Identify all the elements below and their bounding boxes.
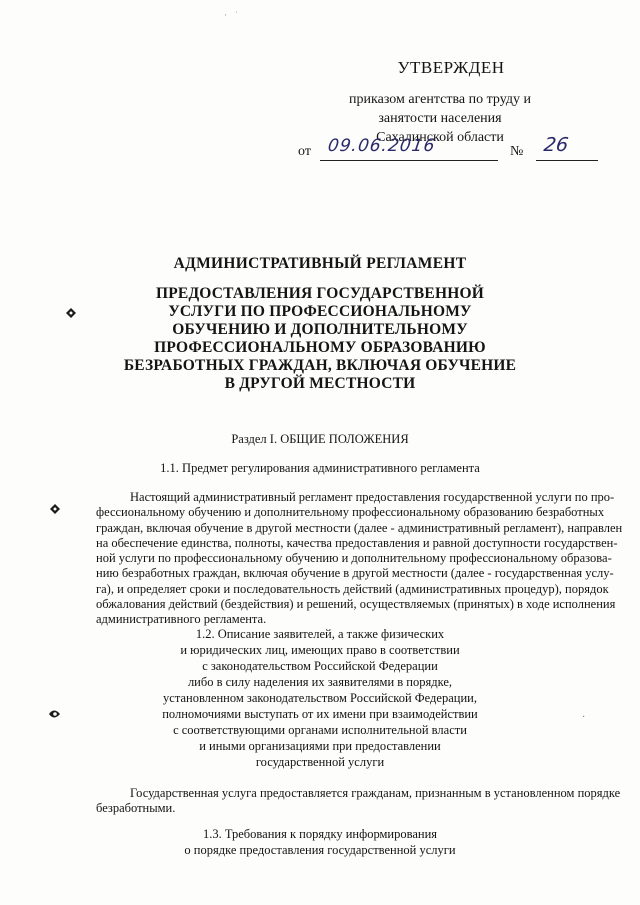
document-title-line: БЕЗРАБОТНЫХ ГРАЖДАН, ВКЛЮЧАЯ ОБУЧЕНИЕ (123, 357, 517, 374)
paragraph-line: граждан, включая обучение в другой местности (далее - административный регламент), направлен (96, 520, 623, 535)
subsection-heading-1-2-line: с законодательством Российской Федерации (202, 659, 438, 673)
scan-speck: · (582, 712, 586, 723)
document-type: АДМИНИСТРАТИВНЫЙ РЕГЛАМЕНТ (173, 255, 467, 272)
subsection-heading-1-2-line: государственной услуги (255, 755, 385, 769)
subsection-heading-1-1: 1.1. Предмет регулирования административного регламента (160, 461, 480, 475)
document-title-line: ПРЕДОСТАВЛЕНИЯ ГОСУДАРСТВЕННОЙ (155, 285, 484, 302)
order-from-label: от (298, 144, 311, 159)
approved-line: занятости населения (378, 111, 502, 126)
scan-specks: · ˈ (224, 10, 242, 20)
document-title-line: В ДРУГОЙ МЕСТНОСТИ (224, 375, 416, 392)
approved-line: приказом агентства по труду и (349, 92, 531, 107)
subsection-heading-1-2-line: полномочиями выступать от их имени при взаимодействии (162, 707, 478, 721)
paragraph-line: обжалования действий (бездействия) и решений, осуществляемых (принятых) в ходе исполнения (96, 597, 616, 612)
subsection-heading-1-2-line: 1.2. Описание заявителей, а также физических (195, 627, 445, 641)
subsection-heading-1-3-line: 1.3. Требования к порядку информирования (202, 827, 438, 841)
subsection-heading-1-2-line: с соответствующими органами исполнительной власти (173, 723, 467, 737)
binder-mark-icon (48, 502, 62, 516)
approved-line: Сахалинской области (376, 130, 504, 145)
paragraph-1-2 (96, 786, 621, 817)
subsection-heading-1-3-line: о порядке предоставления государственной услуги (184, 843, 456, 857)
order-date: 09.06.2016 (326, 136, 437, 156)
paragraph-1-1 (96, 490, 623, 628)
order-date-underline (320, 160, 498, 161)
subsection-heading-1-2-line: и юридических лиц, имеющих право в соответствии (180, 643, 460, 657)
paragraph-line: Настоящий административный регламент предоставления государственной услуги по про- (130, 490, 615, 504)
subsection-heading-1-2-line: либо в силу наделения их заявителями в порядке, (187, 675, 453, 689)
order-number-underline (536, 160, 598, 161)
paragraph-line: административного регламента. (96, 612, 267, 627)
paragraph-line: на обеспечение единства, полноты, качества предоставления и равной доступности государствен- (96, 535, 618, 550)
order-number: 26 (542, 134, 570, 156)
paragraph-line: фессиональному обучению и дополнительному профессиональному образованию безработных (96, 505, 605, 520)
paragraph-line: Государственная услуга предоставляется гражданам, признанным в установленном порядке (130, 786, 621, 800)
binder-mark-icon (64, 306, 78, 320)
paragraph-line: нию безработных граждан, включая обучение в другой местности (далее - государственная услу- (96, 566, 614, 581)
subsection-heading-1-2-line: и иными организациями при предоставлении (199, 739, 441, 753)
paragraph-line: га), и определяет сроки и последовательность действий (административных процедур), порядок (96, 581, 609, 596)
document-title-line: ПРОФЕССИОНАЛЬНОМУ ОБРАЗОВАНИЮ (154, 339, 486, 356)
document-title-line: ОБУЧЕНИЮ И ДОПОЛНИТЕЛЬНОМУ (172, 321, 468, 338)
paragraph-line: ной услуги по профессиональному обучению и дополнительному профессиональному образова- (96, 551, 612, 566)
binder-mark-icon (47, 707, 62, 722)
order-number-label: № (510, 144, 524, 159)
paragraph-line: безработными. (96, 801, 176, 816)
document-title-line: УСЛУГИ ПО ПРОФЕССИОНАЛЬНОМУ (168, 303, 472, 320)
subsection-heading-1-2-line: установленном законодательством Российской Федерации, (163, 691, 477, 705)
approved-title: УТВЕРЖДЕН (397, 58, 505, 77)
section-heading: Раздел I. ОБЩИЕ ПОЛОЖЕНИЯ (231, 432, 409, 446)
